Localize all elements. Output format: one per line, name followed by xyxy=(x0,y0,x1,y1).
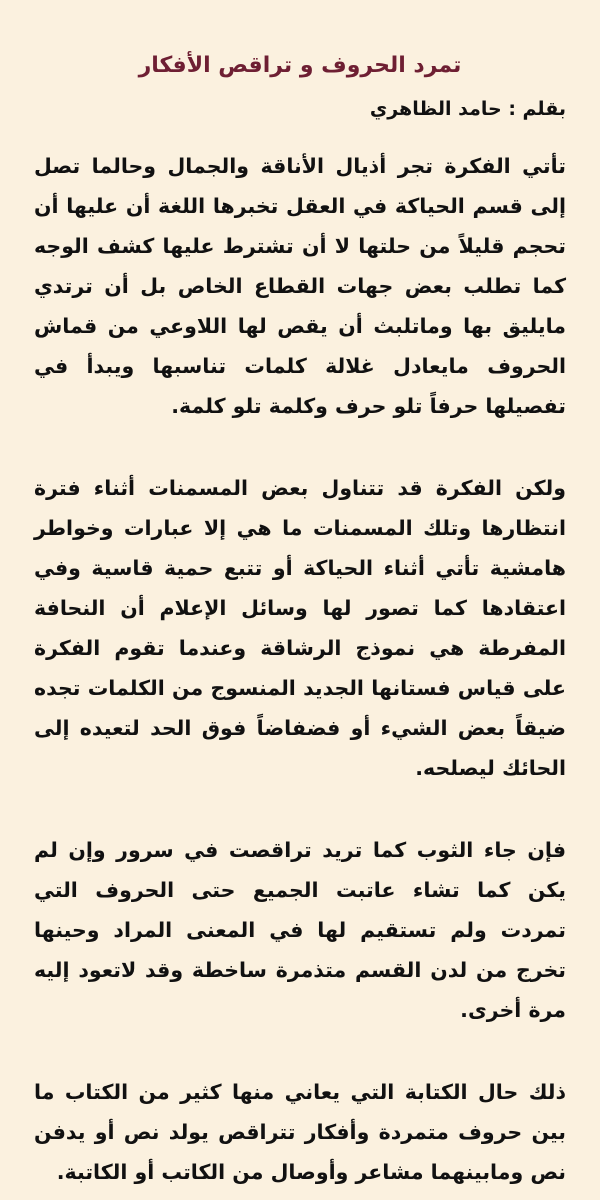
paragraph-1: تأتي الفكرة تجر أذيال الأناقة والجمال وحالما تصل إلى قسم الحياكة في العقل تخبرها اللغة أن عليها أن تحجم قليلاً من حلتها لا أن تشترط عليها كشف الوجه كما تطلب بعض جهات القطاع الخاص بل أن ترتدي مايليق بها وماتلبث أن يقص لها اللاوعي من قماش الحروف مايعادل غلالة كلمات تناسبها ويبدأ في تفصيلها حرفاً تلو حرف وكلمة تلو كلمة. xyxy=(34,154,566,418)
article-body xyxy=(34,146,566,1192)
article-title: تمرد الحروف و تراقص الأفكار xyxy=(138,53,462,78)
paragraph-4: ذلك حال الكتابة التي يعاني منها كثير من الكتاب ما بين حروف متمردة وأفكار تتراقص يولد نص أو يدفن نص ومابينهما مشاعر وأوصال من الكاتب أو الكاتبة. xyxy=(34,1080,566,1184)
paragraph-2: ولكن الفكرة قد تتناول بعض المسمنات أثناء فترة انتظارها وتلك المسمنات ما هي إلا عبارات وخواطر هامشية تأتي أثناء الحياكة أو تتبع حمية قاسية وفي اعتقادها كما تصور لها وسائل الإعلام أن النحافة المفرطة هي نموذج الرشاقة وعندما تقوم الفكرة على قياس فستانها الجديد المنسوج من الكلمات تجده ضيقاً بعض الشيء أو فضفاضاً فوق الحد لتعيده إلى الحائك ليصلحه. xyxy=(34,476,566,780)
author-byline: بقلم : حامد الظاهري xyxy=(369,98,566,120)
paragraph-3: فإن جاء الثوب كما تريد تراقصت في سرور وإن لم يكن كما تشاء عاتبت الجميع حتى الحروف التي تمردت ولم تستقيم لها في المعنى المراد وحينها تخرج من لدن القسم متذمرة ساخطة وقد لاتعود إليه مرة أخرى. xyxy=(34,838,566,1022)
